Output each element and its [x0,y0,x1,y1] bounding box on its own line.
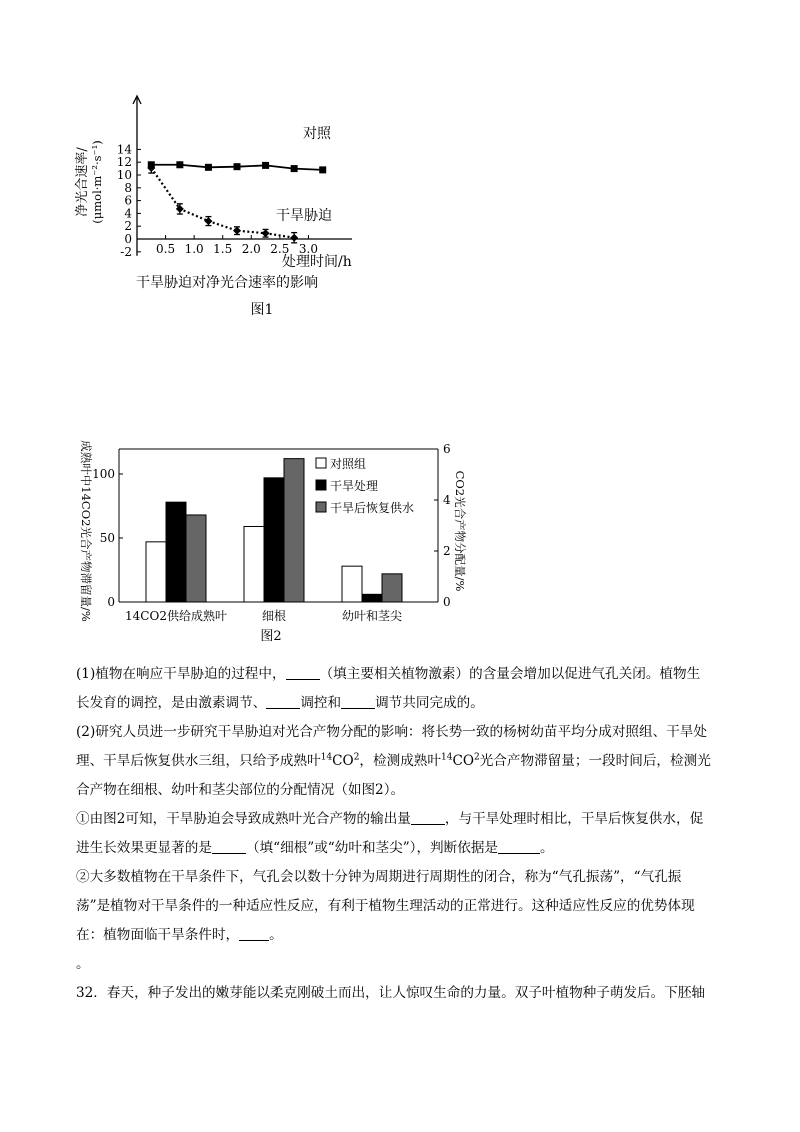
fig1-y-tick-label: 0 [124,232,132,246]
fig1-x-tick-label: 2.5 [270,242,290,256]
fig2-category-label: 14CO2供给成熟叶 [125,609,227,623]
fig2-caption-label: 图2 [260,629,282,644]
fig2-right-tick-label: 2 [443,544,451,558]
fig1-ylabel-line2: (μmol·m⁻²·s⁻¹) [90,140,104,224]
fig2-legend [316,456,414,515]
question-32: 32．春天，种子发出的嫩芽能以柔克刚破土而出，让人惊叹生命的力量。双子叶植物种子萌发后。下胚轴 [76,985,706,1001]
fig1-point-drought [204,217,212,225]
fig1-x-tick-label: 1.0 [184,242,204,256]
fig2-category-label: 细根 [261,609,287,623]
fig1-point-control [262,162,269,169]
fig1-y-tick-label: 10 [116,168,132,182]
fig1-y-tick-label: 14 [116,142,132,157]
answer-blank[interactable] [286,665,320,680]
fig1-y-tick-label: 8 [124,180,132,195]
fig2-bar [284,459,304,602]
fig1-ylabel-line1: 净光合速率/ [75,147,90,217]
fig1-x-tick-label: 0.5 [156,242,176,256]
question-2-1: ①由图2可知，干旱胁迫会导致成熟叶光合产物的输出量 ，与干旱处理时相比，干旱后恢复供水，促 [76,811,704,827]
question-2: (2)研究人员进一步研究干旱胁迫对光合产物分配的影响：将长势一致的杨树幼苗平均分成对照组、干旱处 [76,724,707,740]
fig2-right-tick-label: 0 [443,595,451,609]
fig1-point-control [205,164,212,171]
question-1-cont: 长发育的调控，是由激素调节、 调控和 调节共同完成的。 [76,695,484,711]
fig1-caption-label: 图1 [250,302,274,318]
fig2-left-tick-label: 50 [99,531,115,545]
fig1-point-drought [290,234,298,242]
fig1-point-control [291,165,298,172]
fig1-point-control [319,166,326,173]
fig2-right-tick-label: 6 [443,442,451,456]
fig2-category-label: 幼叶和茎尖 [341,609,403,623]
question-2-1-cont: 进生长效果更显著的是 （填“细根”或“幼叶和茎尖”），判断依据是 。 [76,840,554,856]
question-2-cont: 合产物在细根、幼叶和茎尖部位的分配情况（如图2）。 [76,782,405,798]
fig1-point-drought [262,229,270,237]
fig1-y-tick-label: 2 [124,219,132,234]
fig2-bar [244,526,264,602]
question-2-2-cont: 在：植物面临干旱条件时， 。 [76,927,283,943]
answer-blank[interactable] [266,694,300,709]
stray-period: 。 [76,956,90,972]
fig2-bar [166,502,186,602]
answer-blank[interactable] [341,694,375,709]
fig1-point-control [234,163,241,170]
question-2-2-cont: 荡”是植物对干旱条件的一种适应性反应，有利于植物生理活动的正常进行。这种适应性反应的优势体现 [76,898,695,914]
fig2-bar [186,515,206,602]
fig1-y-tick-label: -2 [120,244,132,259]
figure1-line-chart [60,90,400,330]
legend-label-recovery: 干旱后恢复供水 [330,501,415,515]
fig2-left-tick-label: 100 [92,467,115,481]
legend-swatch-control [316,458,326,468]
fig1-y-tick-label: 12 [116,155,132,170]
fig2-right-tick-label: 4 [443,493,451,507]
fig1-point-drought [233,227,241,235]
fig2-left-tick-label: 0 [107,595,115,609]
fig1-point-control [176,161,183,168]
answer-blank[interactable] [212,839,246,854]
question-1: (1)植物在响应干旱胁迫的过程中， （填主要相关植物激素）的含量会增加以促进气孔关闭。植物生 [76,666,701,682]
legend-swatch-drought [316,480,326,490]
fig1-x-tick-label: 3.0 [298,242,318,256]
fig2-bar [146,542,166,602]
legend-swatch-recovery [316,502,326,512]
answer-blank[interactable] [411,810,445,825]
question-text-block [76,660,736,1008]
answer-blank[interactable] [239,926,269,941]
fig1-series-line-drought [151,168,294,238]
fig1-xlabel: 处理时间/h [282,254,352,270]
fig2-bar [362,594,382,602]
figure2-bar-chart [66,436,496,646]
fig2-bar [382,574,402,602]
fig1-x-tick-label: 2.0 [241,242,261,256]
question-2-cont: 理、干旱后恢复供水三组，只给予成熟叶$^{14}CO^2$，检测成熟叶$^{14}CO^2$光合产物滞留量；一段时间后，检测光 [76,752,711,769]
legend-label-drought: 干旱处理 [330,479,379,493]
fig1-series-label-control: 对照 [303,126,331,142]
fig1-y-tick-label: 6 [124,193,132,208]
fig2-bar [264,478,284,602]
fig2-ylabel-left: 成熟叶中14CO2光合产物滞留量/% [79,440,93,622]
fig2-bar [342,566,362,602]
fig1-series-label-drought: 干旱胁迫 [276,208,332,224]
fig1-caption-title: 干旱胁迫对净光合速率的影响 [136,275,318,291]
question-2-2: ②大多数植物在干旱条件下，气孔会以数十分钟为周期进行周期性的闭合，称为“气孔振荡”，“气孔振 [76,869,682,885]
answer-blank[interactable] [498,839,540,854]
fig1-x-tick-label: 1.5 [213,242,233,256]
fig2-ylabel-right: CO2光合产物分配量/% [453,470,467,592]
legend-label-control: 对照组 [330,457,367,471]
fig1-y-tick-label: 4 [124,206,132,221]
